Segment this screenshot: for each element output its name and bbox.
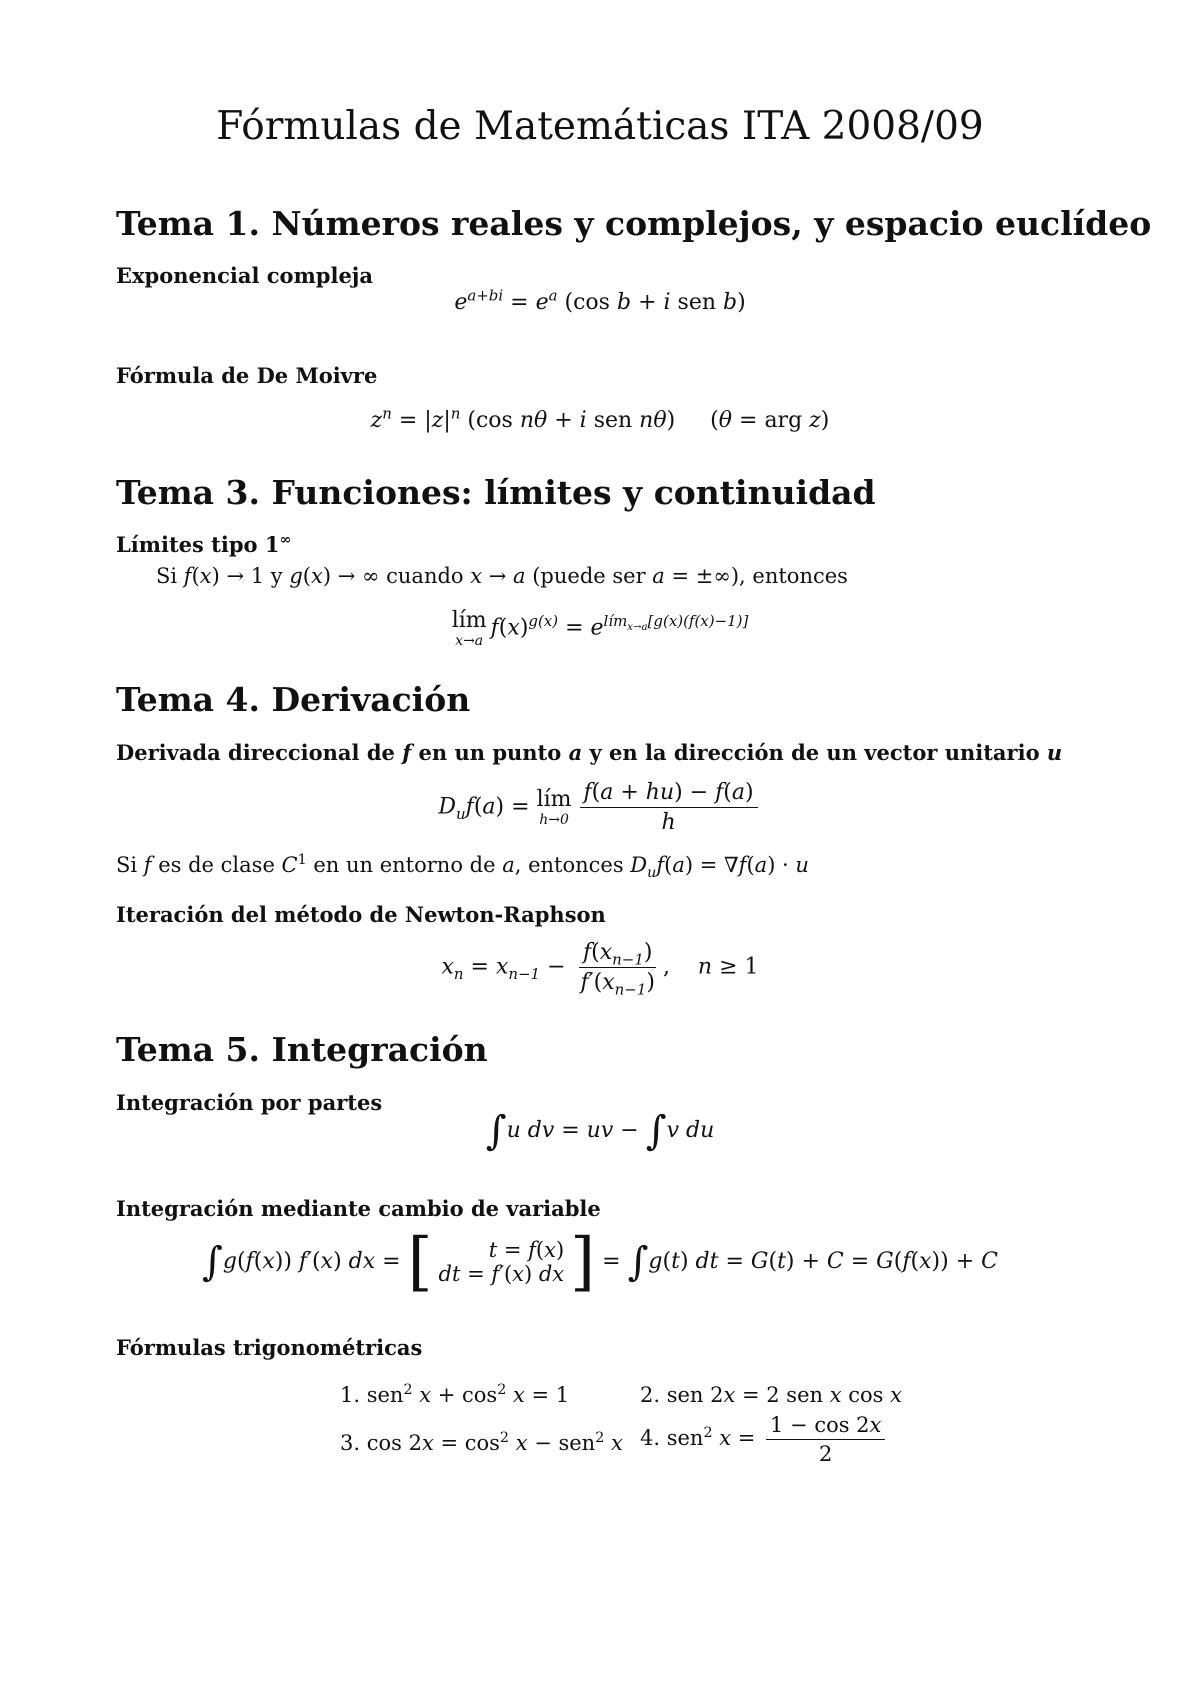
- section-heading-tema1: Tema 1. Números reales y complejos, y espacio euclídeo: [116, 204, 1152, 243]
- label-newton-raphson: Iteración del método de Newton-Raphson: [116, 902, 606, 927]
- formula-de-moivre: $z^n = |z|^n$ (cos nθ + i sen nθ) (θ = arg z): [370, 404, 830, 433]
- text-limites-condicion: Si f(x) → 1 y g(x) → ∞ cuando x → a (puede ser a = ±∞), entonces: [156, 564, 848, 588]
- label-cambio-variable: Integración mediante cambio de variable: [116, 1196, 601, 1221]
- trig-formula-4: 4. sen$^2$ x = $\frac{1 - \cos 2x}{2}$: [640, 1413, 900, 1466]
- trig-formula-2: 2. sen 2x = 2 sen x cos x: [640, 1383, 902, 1407]
- label-de-moivre: Fórmula de De Moivre: [116, 363, 378, 388]
- formula-limite-1-inf: lím x→a $f(x)^{g(x)} = e^{lím_{x\to a}[g(x)(f(x)-1)]}$: [451, 608, 749, 649]
- document-title: Fórmulas de Matemáticas ITA 2008/09: [216, 104, 984, 149]
- text-clase-c1: Si f es de clase $C^1$ en un entorno de a, entonces $D_uf(a) = \nabla f(a) \cdot u$: [116, 852, 809, 882]
- formula-exponencial: $e^{a+bi} = e^a$ (cos b + i sen b): [454, 286, 746, 315]
- formula-cambio-variable: ∫g(f(x)) f′(x) dx = [ t = f(x) dt = f′(x) dx ] = ∫g(t) dt = G(t) + C = G(f(x)) + C: [202, 1225, 998, 1299]
- label-exponencial: Exponencial compleja: [116, 263, 374, 288]
- trig-formula-3: 3. $\cos 2x = \cos^2 x - sen^2$ x: [340, 1430, 623, 1455]
- section-heading-tema5: Tema 5. Integración: [116, 1030, 488, 1069]
- label-trigonometricas: Fórmulas trigonométricas: [116, 1335, 423, 1360]
- formula-derivada-direccional: $D_uf(a)$ = lím h→0 $\frac{f(a + hu) - f(a)}{h}$: [0, 780, 1200, 835]
- section-heading-tema4: Tema 4. Derivación: [116, 680, 471, 719]
- formula-integracion-partes: ∫u dv = uv − ∫v du: [485, 1108, 715, 1154]
- label-derivada-direccional: Derivada direccional de f en un punto a y en la dirección de un vector unitario u: [116, 740, 1063, 765]
- section-heading-tema3: Tema 3. Funciones: límites y continuidad: [116, 473, 876, 512]
- label-integracion-partes: Integración por partes: [116, 1090, 383, 1115]
- formula-newton-raphson: $x_n = x_{n-1}$ − $\frac{f(x_{n-1})}{f'(x_{n-1})}$ , n ≥ 1: [441, 940, 759, 999]
- label-limites: Límites tipo 1∞: [116, 532, 292, 557]
- trig-formula-1: 1. sen$^2$ $x + \cos^2 x = 1$: [340, 1382, 570, 1407]
- trig-formulas-grid: [340, 1383, 900, 1466]
